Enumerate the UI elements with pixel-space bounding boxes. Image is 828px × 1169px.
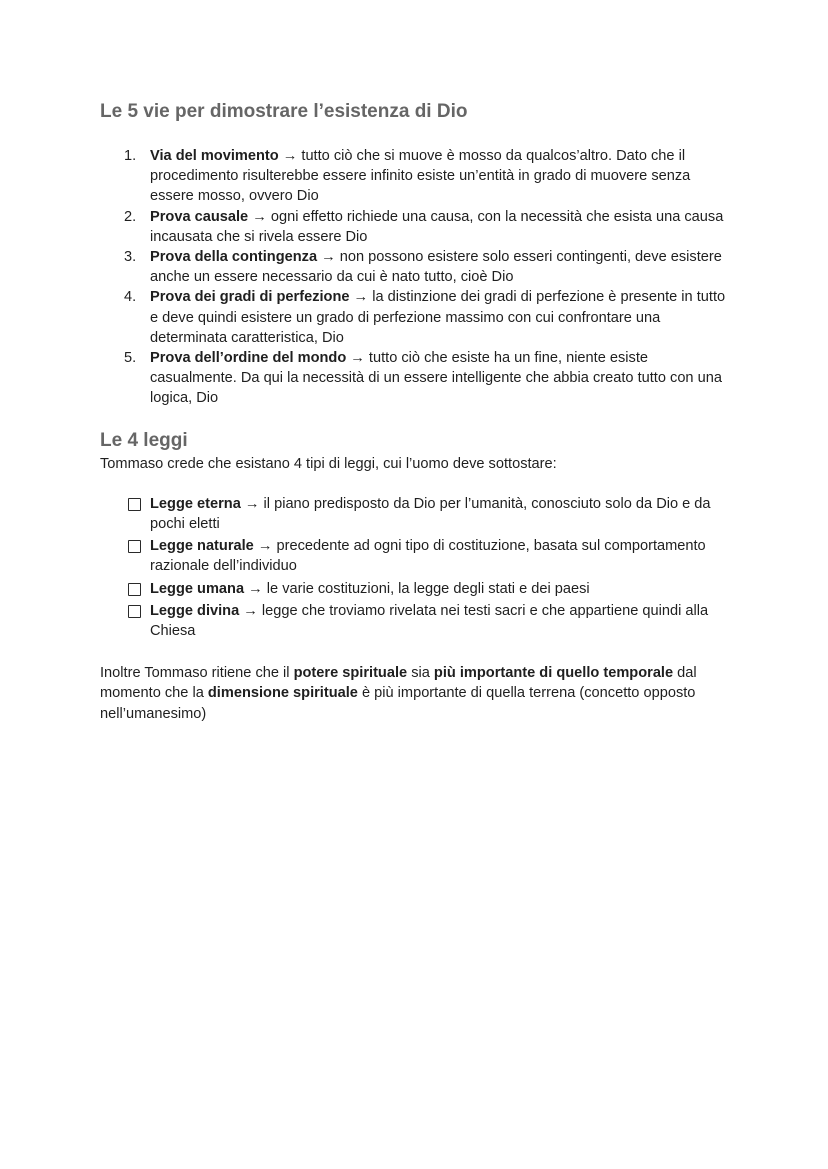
- checkbox[interactable]: [128, 583, 141, 596]
- section-title-5-vie: Le 5 vie per dimostrare l’esistenza di Dio: [100, 101, 468, 122]
- list-item: [100, 348, 730, 409]
- checkbox[interactable]: [128, 540, 141, 553]
- list-number: 1.: [124, 148, 137, 164]
- list-item: [100, 207, 730, 247]
- checklist-item: [100, 494, 730, 534]
- closing-bold: potere spirituale: [293, 665, 408, 682]
- item-description: → tutto ciò che si muove è mosso da qualcos’altro. Dato che il procedimento risulterebbe essere infinito esiste un’entità in grado di muovere senza essere mosso, ovvero Dio: [150, 148, 691, 205]
- item-description: → legge che troviamo rivelata nei testi sacri e che appartiene quindi alla Chiesa: [150, 602, 709, 640]
- section-intro: Tommaso crede che esistano 4 tipi di leggi, cui l’uomo deve sottostare:: [100, 455, 557, 472]
- list-item: [100, 146, 730, 207]
- item-bold-term: Legge divina: [150, 602, 240, 619]
- section-title-4-leggi: Le 4 leggi: [100, 429, 188, 451]
- document-content: [100, 100, 730, 724]
- item-bold-term: Prova dei gradi di perfezione: [150, 289, 350, 306]
- checklist-item: [100, 601, 730, 641]
- closing-text: sia: [407, 665, 434, 682]
- item-bold-term: Prova della contingenza: [150, 249, 318, 266]
- list-item: [100, 287, 730, 348]
- checklist-item: [100, 579, 730, 599]
- list-number: 4.: [124, 289, 137, 306]
- checkbox[interactable]: [128, 605, 141, 618]
- item-bold-term: Legge naturale: [150, 538, 254, 555]
- item-bold-term: Prova dell’ordine del mondo: [150, 350, 347, 367]
- item-bold-term: Prova causale: [150, 208, 249, 225]
- item-description: → la distinzione dei gradi di perfezione è presente in tutto e deve quindi esistere un grado di perfezione massimo con cui confrontare una determinata caratteristica, Dio: [150, 289, 726, 346]
- closing-bold: più importante di quello temporale: [433, 665, 674, 682]
- item-description: → il piano predisposto da Dio per l’umanità, conosciuto solo da Dio e da pochi eletti: [150, 495, 711, 533]
- item-bold-term: Via del movimento: [150, 148, 279, 164]
- item-description: → non possono esistere solo esseri contingenti, deve esistere anche un essere necessario da cui è nato tutto, cioè Dio: [150, 249, 722, 286]
- closing-bold: dimensione spirituale: [207, 685, 358, 702]
- checklist-4-leggi: [100, 494, 730, 641]
- closing-text: dal momento che la: [100, 665, 697, 702]
- closing-text: è più importante di quella terrena (concetto opposto nell’umanesimo): [100, 685, 696, 722]
- closing-paragraph: [100, 663, 730, 724]
- list-number: 5.: [124, 350, 137, 367]
- closing-text: Inoltre Tommaso ritiene che il: [100, 665, 294, 682]
- item-bold-term: Legge eterna: [150, 495, 241, 512]
- list-number: 3.: [124, 249, 137, 266]
- checklist-item: [100, 536, 730, 576]
- item-description: → ogni effetto richiede una causa, con la necessità che esista una causa incausata che si rivela essere Dio: [150, 208, 724, 245]
- item-description: → le varie costituzioni, la legge degli stati e dei paesi: [244, 580, 590, 597]
- item-bold-term: Legge umana: [150, 580, 245, 597]
- list-item: [100, 247, 730, 287]
- item-description: → precedente ad ogni tipo di costituzione, basata sul comportamento razionale dell’individuo: [150, 538, 706, 575]
- item-description: → tutto ciò che esiste ha un fine, niente esiste casualmente. Da qui la necessità di un essere intelligente che abbia creato tutto con una logica, Dio: [150, 350, 722, 407]
- checkbox[interactable]: [128, 498, 141, 511]
- list-number: 2.: [124, 208, 137, 225]
- list-5-vie: [100, 146, 730, 409]
